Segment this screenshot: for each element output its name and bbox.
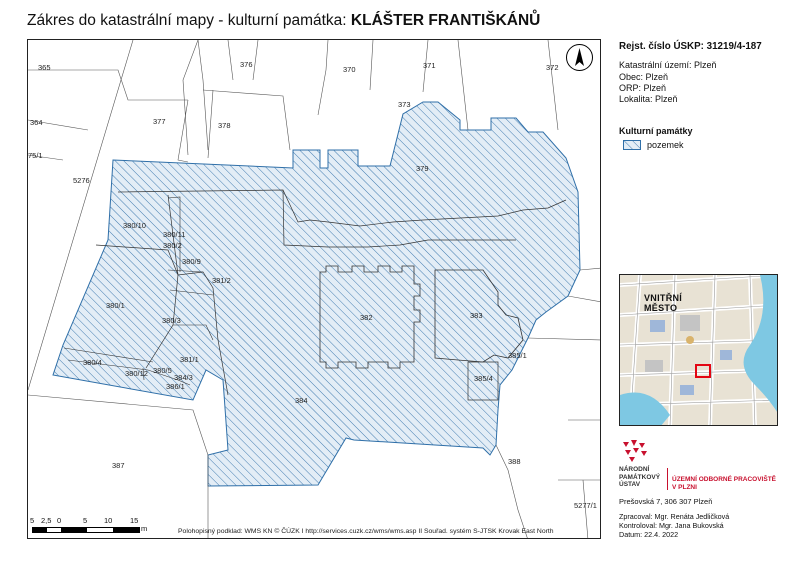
parcel-label: 380/9 (182, 257, 201, 266)
scale-tick: 2,5 (41, 516, 52, 525)
checked-by: Kontroloval: Mgr. Jana Bukovská (619, 521, 724, 530)
scale-tick: 5 (83, 516, 88, 525)
locality: Lokalita: Plzeň (619, 94, 678, 105)
parcel-label: 373 (398, 100, 411, 109)
hatch-swatch-icon (623, 140, 641, 150)
parcel-label: 385/1 (508, 351, 527, 360)
parcel-label: 5277/1 (574, 501, 597, 510)
parcel-label: 380/12 (125, 369, 148, 378)
parcel-label: 384 (295, 396, 308, 405)
parcel-label: 380/10 (123, 221, 146, 230)
parcel-label: 5276 (73, 176, 90, 185)
scale-bar-graphic (32, 527, 140, 533)
map-title (27, 12, 540, 30)
divider (667, 468, 668, 490)
parcel-label: 379 (416, 164, 429, 173)
scale-tick: 0 (57, 516, 62, 525)
parcel-label: 380/1 (106, 301, 125, 310)
parcel-label: 380/2 (163, 241, 182, 250)
npu-office (672, 476, 776, 491)
legend (619, 126, 693, 150)
processed-by: Zpracoval: Mgr. Renáta Jedličková (619, 512, 730, 521)
parcel-label: 381/2 (212, 276, 231, 285)
municipality: Obec: Plzeň (619, 71, 669, 82)
npu-office-line: ÚZEMNÍ ODBORNÉ PRACOVIŠTĚ (672, 476, 777, 483)
parcel-label: 380/11 (163, 230, 186, 239)
npu-name-line: ÚSTAV (619, 481, 641, 488)
parcel-label: 386/1 (166, 382, 185, 391)
map-date: Datum: 22.4. 2022 (619, 530, 679, 539)
north-arrow-icon (566, 44, 593, 71)
parcel-label: 380/5 (153, 366, 172, 375)
monument-name: KLÁŠTER FRANTIŠKÁNŮ (350, 12, 541, 29)
scale-bar (30, 516, 180, 536)
scale-tick: 5 (30, 516, 35, 525)
parcel-label: 365 (38, 63, 51, 72)
office-address: Prešovská 7, 306 307 Plzeň (619, 497, 713, 506)
scale-tick: 10 (104, 516, 113, 525)
parcel-label: 385/4 (474, 374, 493, 383)
npu-name (619, 466, 660, 489)
parcel-label: 377 (153, 117, 166, 126)
credits (619, 512, 729, 539)
inset-label-line1: VNITŘNÍ (644, 293, 683, 303)
location-marker-icon (695, 364, 711, 378)
cadastral-map[interactable] (27, 39, 601, 539)
scale-unit: m (141, 524, 148, 533)
npu-logo-icon (619, 438, 655, 464)
parcel-label: 387 (112, 461, 125, 470)
map-title-prefix: Zákres do katastrální mapy - kulturní památka: (27, 12, 347, 29)
scale-tick: 15 (130, 516, 139, 525)
cadastral-map-canvas (28, 40, 601, 539)
parcel-label: 388 (508, 457, 521, 466)
inset-district-label (644, 293, 682, 313)
npu-name-line: NÁRODNÍ (619, 466, 650, 473)
orp: ORP: Plzeň (619, 82, 667, 93)
parcel-label: 380/4 (83, 358, 102, 367)
npu-office-line: V PLZNI (672, 483, 697, 491)
legend-heading: Kulturní památky (619, 126, 693, 136)
registration-number: Rejst. číslo ÚSKP: 31219/4-187 (619, 41, 762, 52)
npu-name-line: PAMÁTKOVÝ (619, 473, 661, 481)
source-note: Polohopisný podklad: WMS KN © ČÚZK I http://services.cuzk.cz/wms/wms.asp II Souřad. systém S-JTSK Krovak East North (178, 528, 554, 535)
parcel-label: 382 (360, 313, 373, 322)
inset-label-line2: MĚSTO (644, 303, 678, 313)
monument-info (619, 41, 762, 105)
parcel-label: 383 (470, 311, 483, 320)
parcel-label: 364 (30, 118, 43, 127)
cadastral-area: Katastrální území: Plzeň (619, 60, 717, 71)
monument-area (53, 102, 580, 486)
parcel-label: 378 (218, 121, 231, 130)
parcel-label: 384/3 (174, 373, 193, 382)
legend-item-label: pozemek (647, 140, 684, 150)
parcel-label: 376 (240, 60, 253, 69)
parcel-label: 372 (546, 63, 559, 72)
parcel-label: 370 (343, 65, 356, 74)
parcel-label: 75/1 (28, 151, 43, 160)
parcel-label: 371 (423, 61, 436, 70)
npu-logo-block (619, 438, 789, 498)
legend-item (623, 140, 693, 150)
parcel-label: 381/1 (180, 355, 199, 364)
parcel-label: 380/3 (162, 316, 181, 325)
overview-map[interactable] (619, 274, 778, 426)
